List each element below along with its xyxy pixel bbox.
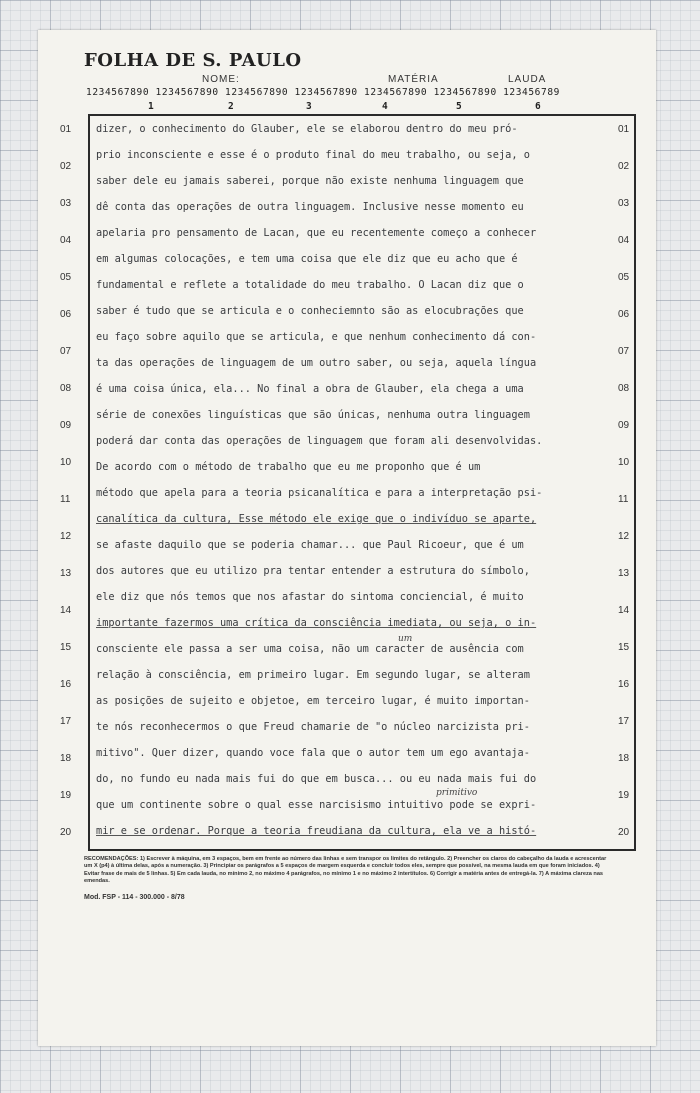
text-line: saber dele eu jamais saberei, porque não existe nenhuma linguagem que bbox=[96, 175, 524, 187]
line-number: 19 bbox=[618, 790, 630, 801]
line-number: 01 bbox=[618, 124, 630, 135]
line-number: 07 bbox=[60, 346, 72, 357]
text-line: dê conta das operações de outra linguagem. Inclusive nesse momento eu bbox=[96, 201, 524, 213]
newspaper-masthead: FOLHA DE S. PAULO bbox=[84, 50, 302, 71]
line-number: 12 bbox=[618, 531, 630, 542]
text-line: série de conexões linguísticas que são únicas, nenhuma outra linguagem bbox=[96, 409, 530, 421]
form-code: Mod. FSP - 114 - 300.000 - 8/78 bbox=[84, 894, 185, 901]
line-number: 20 bbox=[618, 827, 630, 838]
text-line: consciente ele passa a ser uma coisa, não um caracter de ausência com bbox=[96, 643, 524, 655]
text-line: do, no fundo eu nada mais fui do que em busca... ou eu nada mais fui do bbox=[96, 773, 537, 785]
line-number: 18 bbox=[618, 753, 630, 764]
line-number: 07 bbox=[618, 346, 630, 357]
text-line: eu faço sobre aquilo que se articula, e que nenhum conhecimento dá con- bbox=[96, 331, 537, 343]
text-line: ta das operações de linguagem de um outro saber, ou seja, aquela língua bbox=[96, 357, 537, 369]
line-number: 15 bbox=[60, 642, 72, 653]
line-number: 03 bbox=[618, 198, 630, 209]
nome-label: NOME: bbox=[202, 74, 240, 85]
text-line: dos autores que eu utilizo pra tentar entender a estrutura do símbolo, bbox=[96, 565, 530, 577]
handwritten-correction: um bbox=[398, 634, 413, 644]
column-marker: 6 bbox=[535, 101, 541, 112]
text-line: saber é tudo que se articula e o conheciemnto são as elocubrações que bbox=[96, 305, 524, 317]
column-marker: 2 bbox=[228, 101, 234, 112]
line-number: 10 bbox=[60, 457, 72, 468]
line-number: 11 bbox=[60, 494, 71, 505]
text-line: te nós reconhecermos o que Freud chamarie de "o núcleo narcizista pri- bbox=[96, 721, 530, 733]
line-number: 06 bbox=[618, 309, 630, 320]
text-line: ele diz que nós temos que nos afastar do sintoma conciencial, é muito bbox=[96, 591, 524, 603]
line-number: 17 bbox=[618, 716, 630, 727]
line-number: 04 bbox=[618, 235, 630, 246]
text-line: importante fazermos uma crítica da consciência imediata, ou seja, o in- bbox=[96, 617, 537, 629]
line-number: 17 bbox=[60, 716, 72, 727]
line-number: 18 bbox=[60, 753, 72, 764]
line-number: 08 bbox=[60, 383, 72, 394]
line-number: 06 bbox=[60, 309, 72, 320]
text-line: mir e se ordenar. Porque a teoria freudiana da cultura, ela ve a histó- bbox=[96, 825, 537, 837]
character-ruler: 1234567890 1234567890 1234567890 1234567890 1234567890 1234567890 123456789 bbox=[86, 87, 560, 98]
lauda-label: LAUDA bbox=[508, 74, 547, 85]
line-number: 04 bbox=[60, 235, 72, 246]
line-number: 20 bbox=[60, 827, 72, 838]
text-line: as posições de sujeito e objetoe, em terceiro lugar, é muito importan- bbox=[96, 695, 530, 707]
column-marker: 4 bbox=[382, 101, 388, 112]
column-marker: 1 bbox=[148, 101, 154, 112]
text-line: é uma coisa única, ela... No final a obra de Glauber, ela chega a uma bbox=[96, 383, 524, 395]
column-marker: 3 bbox=[306, 101, 312, 112]
text-line: se afaste daquilo que se poderia chamar... que Paul Ricoeur, que é um bbox=[96, 539, 524, 551]
text-line: mitivo". Quer dizer, quando voce fala que o autor tem um ego avantaja- bbox=[96, 747, 530, 759]
text-line: poderá dar conta das operações de linguagem que foram ali desenvolvidas. bbox=[96, 435, 543, 447]
line-number: 16 bbox=[618, 679, 630, 690]
line-number: 12 bbox=[60, 531, 72, 542]
line-number: 19 bbox=[60, 790, 72, 801]
text-line: método que apela para a teoria psicanalítica e para a interpretação psi- bbox=[96, 487, 543, 499]
line-number: 08 bbox=[618, 383, 630, 394]
text-line: apelaria pro pensamento de Lacan, que eu recentemente começo a conhecer bbox=[96, 227, 537, 239]
line-number: 02 bbox=[60, 161, 72, 172]
line-number: 11 bbox=[618, 494, 629, 505]
recommendations-note: RECOMENDAÇÕES: 1) Escrever à máquina, em 3 espaços, bem em frente ao número das linhas e sem transpor os limites do retângulo. 2) Preencher os claros do cabeçalho da lauda e acrescentar um X (p4) à última delas, após a numeração. 3) Principiar os parágrafos a 5 espaços de margem esquerda e concluir todos eles, sempre que possível, na mesma lauda em que foram iniciados. 4) Evitar frase de mais de 5 linhas. 5) Em cada lauda, no mínimo 2, no máximo 4 parágrafos, no mínimo 1 e no máximo 2 intertítulos. 6) Corrigir a matéria antes de entregá-la. 7) A máxima clareza nas emendas. bbox=[84, 856, 607, 884]
text-line: canalítica da cultura, Esse método ele exige que o indivíduo se aparte, bbox=[96, 513, 537, 525]
text-line: em algumas colocações, e tem uma coisa que ele diz que eu acho que é bbox=[96, 253, 518, 265]
line-number: 09 bbox=[618, 420, 630, 431]
materia-label: MATÉRIA bbox=[388, 74, 439, 85]
line-number: 09 bbox=[60, 420, 72, 431]
line-number: 03 bbox=[60, 198, 72, 209]
column-marker: 5 bbox=[456, 101, 462, 112]
line-number: 14 bbox=[60, 605, 72, 616]
text-line: que um continente sobre o qual esse narcisismo intuitivo pode se expri- bbox=[96, 799, 537, 811]
text-frame bbox=[88, 114, 636, 851]
line-number: 16 bbox=[60, 679, 72, 690]
text-line: fundamental e reflete a totalidade do meu trabalho. O Lacan diz que o bbox=[96, 279, 524, 291]
line-number: 05 bbox=[60, 272, 72, 283]
line-number: 01 bbox=[60, 124, 72, 135]
line-number: 02 bbox=[618, 161, 630, 172]
line-number: 14 bbox=[618, 605, 630, 616]
text-line: relação à consciência, em primeiro lugar. Em segundo lugar, se alteram bbox=[96, 669, 530, 681]
line-number: 15 bbox=[618, 642, 630, 653]
text-line: dizer, o conhecimento do Glauber, ele se elaborou dentro do meu pró- bbox=[96, 123, 518, 135]
line-number: 05 bbox=[618, 272, 630, 283]
text-line: De acordo com o método de trabalho que eu me proponho que é um bbox=[96, 461, 481, 473]
handwritten-correction: primitivo bbox=[436, 788, 478, 798]
line-number: 10 bbox=[618, 457, 630, 468]
line-number: 13 bbox=[60, 568, 72, 579]
line-number: 13 bbox=[618, 568, 630, 579]
text-line: prio inconsciente e esse é o produto final do meu trabalho, ou seja, o bbox=[96, 149, 530, 161]
typewriter-manuscript-page bbox=[38, 30, 656, 1046]
